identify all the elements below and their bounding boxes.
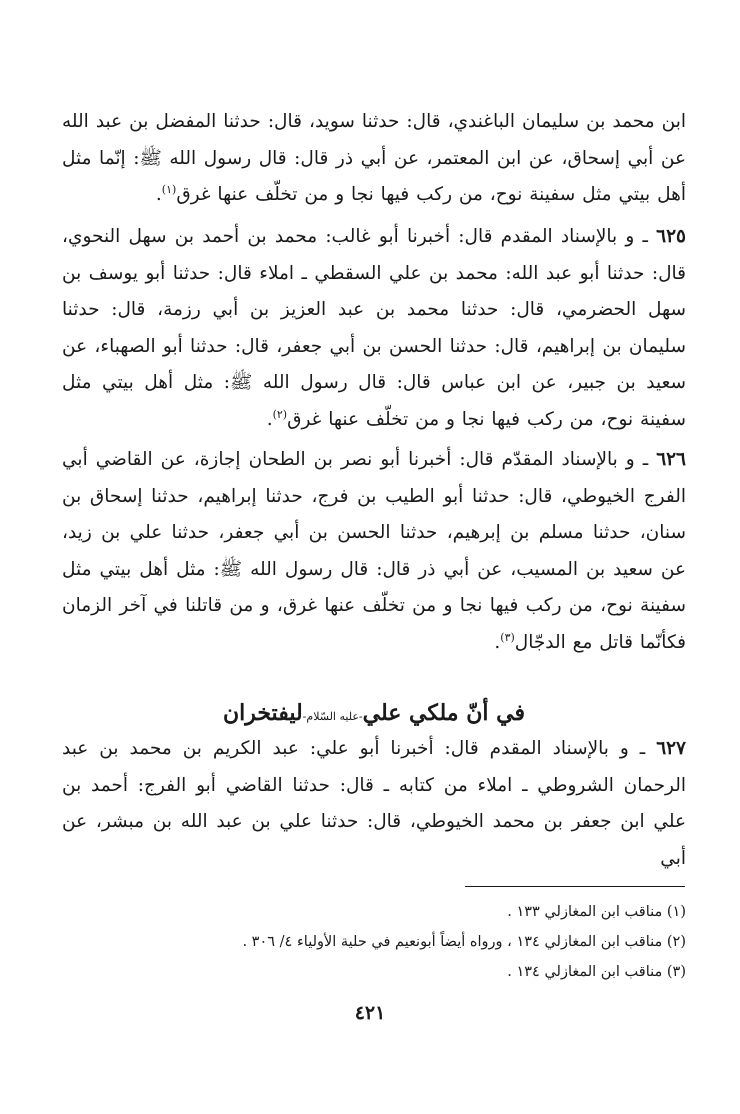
heading-main-before: في أنّ ملكي علي (362, 700, 526, 726)
footnote-1: (١) مناقب ابن المغازلي ١٣٣ . (507, 904, 686, 920)
hadith-number: ٦٢٦ (656, 449, 686, 470)
paragraph-text: ـ و بالإسناد المقدّم قال: أخبرنا أبو نصر بن الطحان إجازة، عن القاضي أبي الفرج الخيوطي، قال: حدثنا أبو الطيب بن فرج، حدثنا إبراهيم، حدثنا إسحاق بن سنان، حدثنا مسلم بن إبرهيم، حدثنا الحسن بن أبي جعفر، حدثنا علي بن زيد، عن سعيد بن المسيب، عن أبي ذر قال: قال رسول الله ﷺ: مثل أهل بيتي مثل سفينة نوح، من ركب فيها نجا و من تخلّف عنها غرق، و من قاتلنا في آخر الزمان فكأنّما قاتل مع الدجّال (62, 449, 686, 653)
footnote-ref: (٣) (500, 630, 515, 644)
paragraph-text: ـ و بالإسناد المقدم قال: أخبرنا أبو علي: عبد الكريم بن محمد بن عبد الرحمان الشروطي ـ املاء من كتابه ـ قال: حدثنا القاضي أبو الفرج: أحمد بن علي ابن جعفر بن محمد الخيوطي، قال: حدثنا علي بن عبد الله بن مبشر، عن أبي (62, 738, 686, 869)
hadith-626: ٦٢٦ ـ و بالإسناد المقدّم قال: أخبرنا أبو نصر بن الطحان إجازة، عن القاضي أبي الفرج الخيوطي، قال: حدثنا أبو الطيب بن فرج، حدثنا إبراهيم، حدثنا إسحاق بن سنان، حدثنا مسلم بن إبرهيم، حدثنا الحسن بن أبي جعفر، حدثنا علي بن زيد، عن سعيد بن المسيب، عن أبي ذر قال: قال رسول الله ﷺ: مثل أهل بيتي مثل سفينة نوح، من ركب فيها نجا و من تخلّف عنها غرق، و من قاتلنا في آخر الزمان فكأنّما قاتل مع الدجّال$^{(٣)}$. (62, 449, 686, 653)
hadith-625: ٦٢٥ ـ و بالإسناد المقدم قال: أخبرنا أبو غالب: محمد بن أحمد بن سهل النحوي، قال: حدثنا أبو عبد الله: محمد بن علي السقطي ـ املاء قال: حدثنا أبو يوسف بن سهل الحضرمي، قال: حدثنا محمد بن عبد العزيز بن أبي رزمة، قال: حدثنا سليمان بن إبراهيم، قال: حدثنا الحسن بن أبي جعفر، قال: حدثنا أبو الصهباء، عن سعيد بن جبير، عن ابن عباس قال: قال رسول الله ﷺ: مثل أهل بيتي مثل سفينة نوح، من ركب فيها نجا و من تخلّف عنها غرق$^{(٢)}$. (62, 226, 686, 430)
footnote-3: (٣) مناقب ابن المغازلي ١٣٤ . (507, 964, 686, 980)
heading-honorific: -عليه السّلام- (302, 710, 363, 723)
footnote-2: (٢) مناقب ابن المغازلي ١٣٤ ، ورواه أيضاً أبونعيم في حلية الأولياء ٤/ ٣٠٦ . (242, 934, 686, 950)
footnote-ref: (١) (161, 182, 177, 196)
hadith-number: ٦٢٥ (656, 226, 686, 247)
footnote-divider (465, 886, 685, 887)
paragraph-text: ـ و بالإسناد المقدم قال: أخبرنا أبو غالب: محمد بن أحمد بن سهل النحوي، قال: حدثنا أبو عبد الله: محمد بن علي السقطي ـ املاء قال: حدثنا أبو يوسف بن سهل الحضرمي، قال: حدثنا محمد بن عبد العزيز بن أبي رزمة، قال: حدثنا سليمان بن إبراهيم، قال: حدثنا الحسن بن أبي جعفر، قال: حدثنا أبو الصهباء، عن سعيد بن جبير، عن ابن عباس قال: قال رسول الله ﷺ: مثل أهل بيتي مثل سفينة نوح، من ركب فيها نجا و من تخلّف عنها غرق (62, 226, 686, 430)
section-heading (62, 698, 686, 732)
footnote-ref: (٢) (272, 407, 288, 421)
footnotes (62, 897, 686, 987)
page-number: ٤٢١ (354, 1002, 386, 1024)
hadith-number: ٦٢٧ (656, 738, 686, 759)
paragraph-text: ابن محمد بن سليمان الباغندي، قال: حدثنا سويد، قال: حدثنا المفضل بن عبد الله عن أبي إسحاق، عن ابن المعتمر، عن أبي ذر قال: قال رسول الله ﷺ: إنّما مثل أهل بيتي مثل سفينة نوح، من ركب فيها نجا و من تخلّف عنها غرق (62, 111, 686, 205)
paragraph-continued: ابن محمد بن سليمان الباغندي، قال: حدثنا سويد، قال: حدثنا المفضل بن عبد الله عن أبي إسحاق، عن ابن المعتمر، عن أبي ذر قال: قال رسول الله ﷺ: إنّما مثل أهل بيتي مثل سفينة نوح، من ركب فيها نجا و من تخلّف عنها غرق$^{(١)}$. (62, 111, 686, 205)
hadith-627 (62, 731, 686, 877)
heading-main-after: ليفتخران (222, 700, 303, 726)
